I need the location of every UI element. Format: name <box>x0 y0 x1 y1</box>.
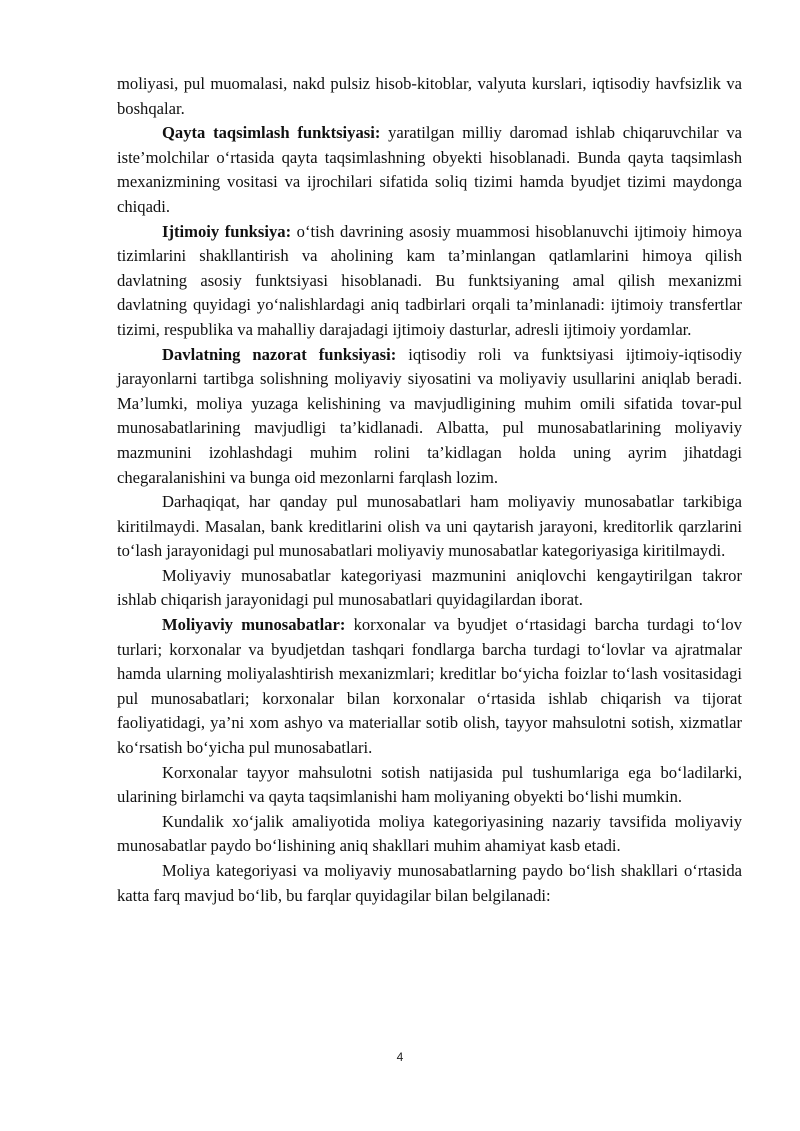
paragraph-economic-practice <box>117 810 742 859</box>
paragraph-heading: Moliyaviy munosabatlar: <box>162 615 346 635</box>
paragraph-money-relations <box>117 490 742 564</box>
paragraph-heading: Ijtimoiy funksiya: <box>162 221 292 241</box>
paragraph-social-function <box>117 220 742 343</box>
paragraph-heading: Davlatning nazorat funksiyasi: <box>162 344 397 364</box>
paragraph-text: Darhaqiqat, har qanday pul munosabatlari ham moliyaviy munosabatlar tarkibiga kiritilmaydi. Masalan, bank kreditlarini olish va uni qaytarish jarayoni, kreditorlik qarzlarini toʻlash jarayonidagi pul munosabatlari moliyaviy munosabatlar kategoriyasiga kiritilmaydi. <box>117 492 742 561</box>
paragraph-enterprise-revenue <box>117 761 742 810</box>
paragraph-redistribution-function <box>117 121 742 219</box>
paragraph-text: Moliya kategoriyasi va moliyaviy munosabatlarning paydo boʻlish shakllari oʻrtasida katta farq mavjud boʻlib, bu farqlar quyidagilar bilan belgilanadi: <box>117 861 742 905</box>
paragraph-text: oʻtish davrining asosiy muammosi hisoblanuvchi ijtimoiy himoya tizimlarini shakllantirish va aholining kam ta’minlangan qatlamlarini himoya qilish davlatning asosiy funktsiyasi hisoblanadi. Bu funktsiyaning amal qilish mexanizmi davlatning quyidagi yoʻnalishlardagi aniq tadbirlari orqali ta’minlanadi: ijtimoiy transfertlar tizimi, respublika va mahalliy darajadagi ijtimoiy dasturlar, adresli ijtimoiy yordamlar. <box>117 221 742 339</box>
paragraph-control-function <box>117 343 742 491</box>
paragraph-text: Kundalik xoʻjalik amaliyotida moliya kategoriyasining nazariy tavsifida moliyaviy munosabatlar paydo boʻlishining aniq shakllari muhim ahamiyat kasb etadi. <box>117 811 742 856</box>
paragraph-heading: Qayta taqsimlash funktsiyasi: <box>162 123 381 143</box>
paragraph-text: korxonalar va byudjet oʻrtasidagi barcha turdagi toʻlov turlari; korxonalar va byudjetdan tashqari fondlarga barcha turdagi toʻlovlar va ajratmalar hamda ularning moliyalashtirish mexanizmlari; kreditlar boʻyicha foizlar toʻlash vositasidagi pul munosabatlari; korxonalar bilan korxonalar oʻrtasida ishlab chiqarish va tijorat faoliyatidagi, ya’ni xom ashyo va materiallar sotib olish, tayyor mahsulotni sotish, xizmatlar koʻrsatish boʻyicha pul munosabatlari. <box>117 615 742 758</box>
paragraph-category-content <box>117 564 742 613</box>
paragraph-text: Moliyaviy munosabatlar kategoriyasi mazmunini aniqlovchi kengaytirilgan takror ishlab chiqarish jarayonidagi pul munosabatlari quyidagilardan iborat. <box>117 565 742 610</box>
paragraph-category-differences <box>117 859 742 908</box>
paragraph-text: moliyasi, pul muomalasi, nakd pulsiz hisob-kitoblar, valyuta kurslari, iqtisodiy havfsizlik va boshqalar. <box>117 74 742 118</box>
paragraph-text: iqtisodiy roli va funktsiyasi ijtimoiy-iqtisodiy jarayonlarni tartibga solishning moliyaviy siyosatini va moliyaviy usullarini aniqlab beradi. Ma’lumki, moliya yuzaga kelishining va mavjudligining muhim omili sifatida tovar-pul munosabatlarining mavjudligi ta’kidlanadi. Albatta, pul munosabatlarining moliyaviy mazmunini izohlashdagi muhim rolini ta’kidlagan holda uning ayrim jihatdagi chegaralanishini va bunga oid mezonlarni farqlash lozim. <box>117 344 742 487</box>
paragraph-continuation <box>117 72 742 121</box>
paragraph-text: Korxonalar tayyor mahsulotni sotish natijasida pul tushumlariga ega boʻladilarki, ularining birlamchi va qayta taqsimlanishi ham moliyaning obyekti boʻlishi mumkin. <box>117 762 742 807</box>
page-number: 4 <box>396 1050 404 1064</box>
paragraph-financial-relations <box>117 613 742 761</box>
paragraph-text: yaratilgan milliy daromad ishlab chiqaruvchilar va iste’molchilar oʻrtasida qayta taqsimlashning obyekti hisoblanadi. Bunda qayta taqsimlash mexanizmining vositasi va ijrochilari sifatida soliq tizimi hamda byudjet tizimi maydonga chiqadi. <box>117 123 743 216</box>
